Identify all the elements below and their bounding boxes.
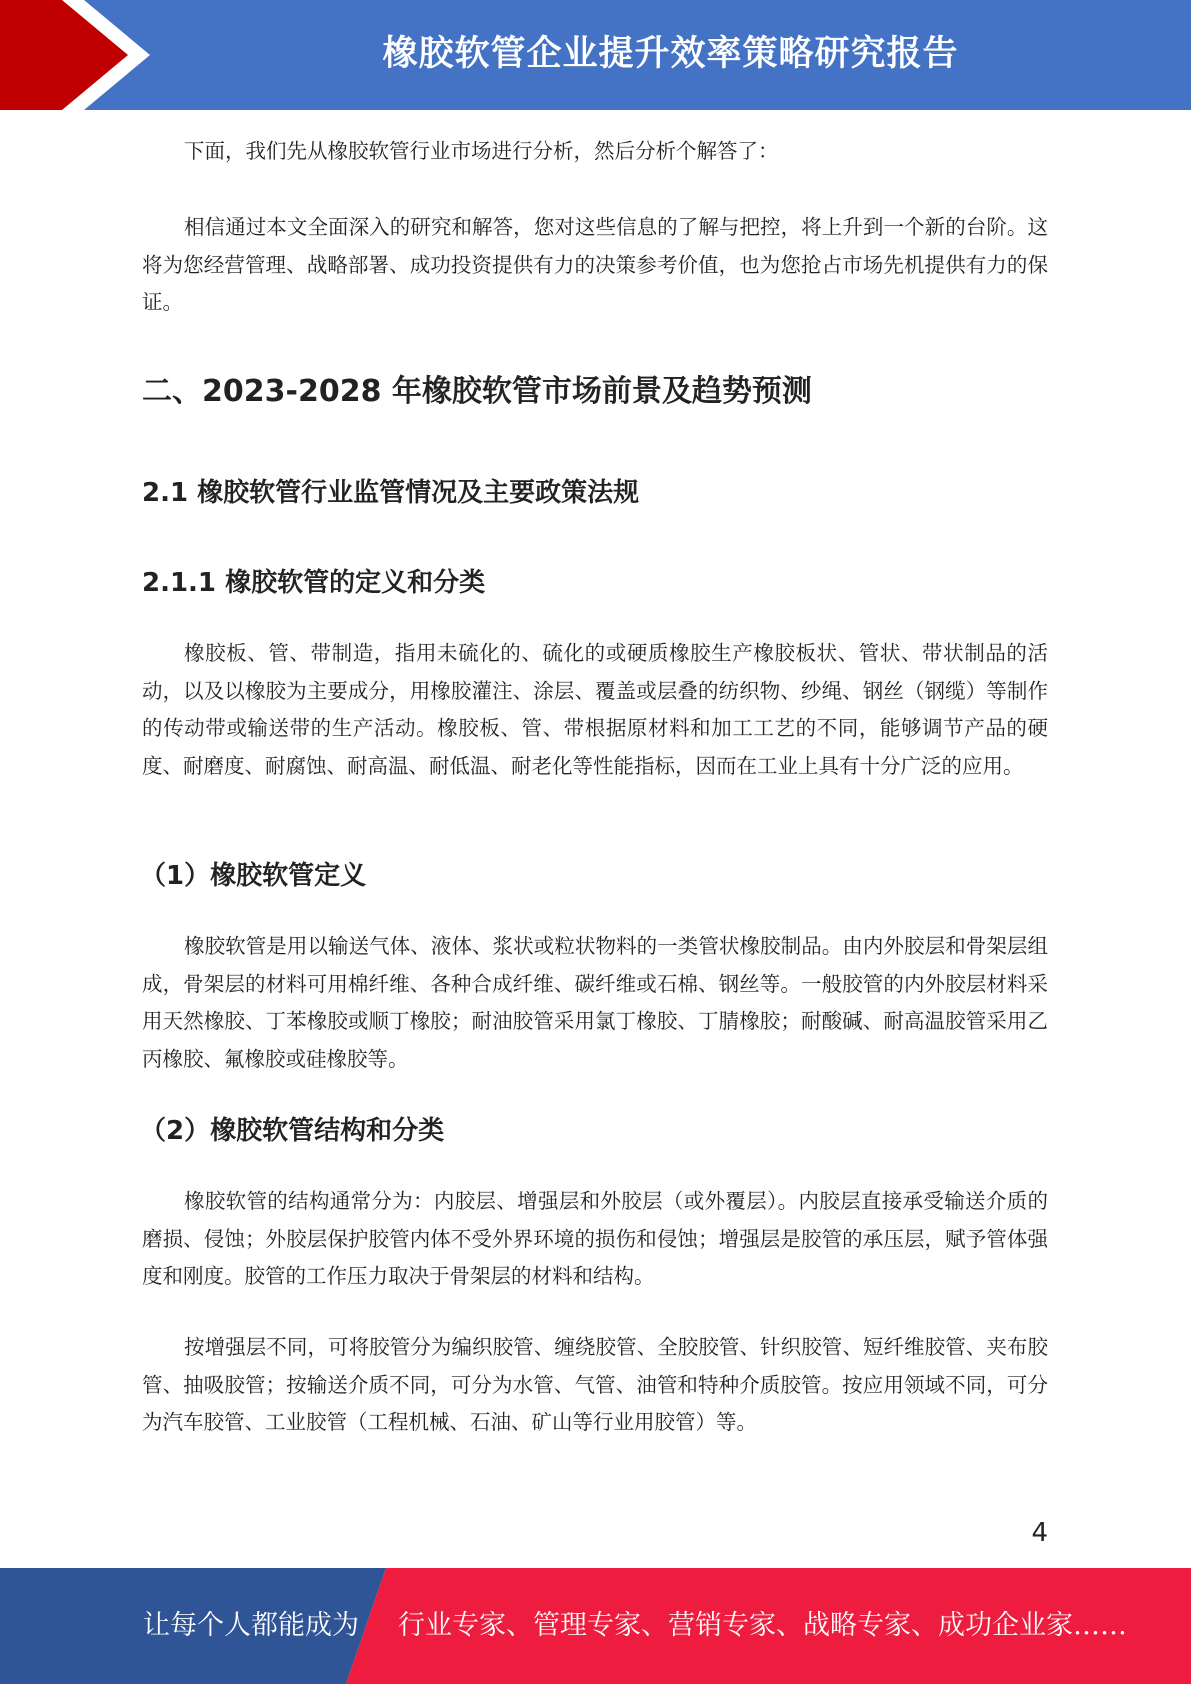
hose-classification-paragraph: 按增强层不同，可将胶管分为编织胶管、缠绕胶管、全胶胶管、针织胶管、短纤维胶管、夹布胶管、抽吸胶管；按输送介质不同，可分为水管、气管、油管和特种介质胶管。按应用领域不同，可分为汽车胶管、工业胶管（工程机械、石油、矿山等行业用胶管）等。	[142, 1335, 1048, 1435]
section-heading: 二、2023-2028 年橡胶软管市场前景及趋势预测	[142, 374, 812, 409]
page-header	[0, 0, 1191, 110]
intro-paragraph-1: 下面，我们先从橡胶软管行业市场进行分析，然后分析个解答了：	[184, 139, 779, 163]
sub-subsection-heading: 2.1.1 橡胶软管的定义和分类	[142, 568, 486, 598]
page-footer	[0, 1568, 1191, 1684]
intro-paragraph-2: 相信通过本文全面深入的研究和解答，您对这些信息的了解与把控，将上升到一个新的台阶。这将为您经营管理、战略部署、成功投资提供有力的决策参考价值，也为您抢占市场先机提供有力的保证。	[142, 215, 1048, 315]
footer-slogan-left: 让每个人都能成为	[143, 1610, 359, 1641]
report-title: 橡胶软管企业提升效率策略研究报告	[382, 34, 959, 74]
subsection-heading: 2.1 橡胶软管行业监管情况及主要政策法规	[142, 478, 640, 508]
page-number: 4	[1031, 1518, 1048, 1548]
hose-structure-paragraph: 橡胶软管的结构通常分为：内胶层、增强层和外胶层（或外覆层）。内胶层直接承受输送介质的磨损、侵蚀；外胶层保护胶管内体不受外界环境的损伤和侵蚀；增强层是胶管的承压层，赋予管体强度和刚度。胶管的工作压力取决于骨架层的材料和结构。	[142, 1189, 1048, 1289]
chevron-arrow-icon	[0, 0, 160, 110]
hose-definition-paragraph: 橡胶软管是用以输送气体、液体、浆状或粒状物料的一类管状橡胶制品。由内外胶层和骨架层组成，骨架层的材料可用棉纤维、各种合成纤维、碳纤维或石棉、钢丝等。一般胶管的内外胶层材料采用天然橡胶、丁苯橡胶或顺丁橡胶；耐油胶管采用氯丁橡胶、丁腈橡胶；耐酸碱、耐高温胶管采用乙丙橡胶、氟橡胶或硅橡胶等。	[142, 934, 1048, 1072]
heading-hose-definition: （1）橡胶软管定义	[140, 861, 367, 891]
footer-slogan-right: 行业专家、管理专家、营销专家、战略专家、成功企业家……	[398, 1610, 1127, 1641]
definition-paragraph: 橡胶板、管、带制造，指用未硫化的、硫化的或硬质橡胶生产橡胶板状、管状、带状制品的活动，以及以橡胶为主要成分，用橡胶灌注、涂层、覆盖或层叠的纺织物、纱绳、钢丝（钢缆）等制作的传动带或输送带的生产活动。橡胶板、管、带根据原材料和加工工艺的不同，能够调节产品的硬度、耐磨度、耐腐蚀、耐高温、耐低温、耐老化等性能指标，因而在工业上具有十分广泛的应用。	[142, 641, 1048, 779]
heading-hose-structure: （2）橡胶软管结构和分类	[140, 1116, 445, 1146]
